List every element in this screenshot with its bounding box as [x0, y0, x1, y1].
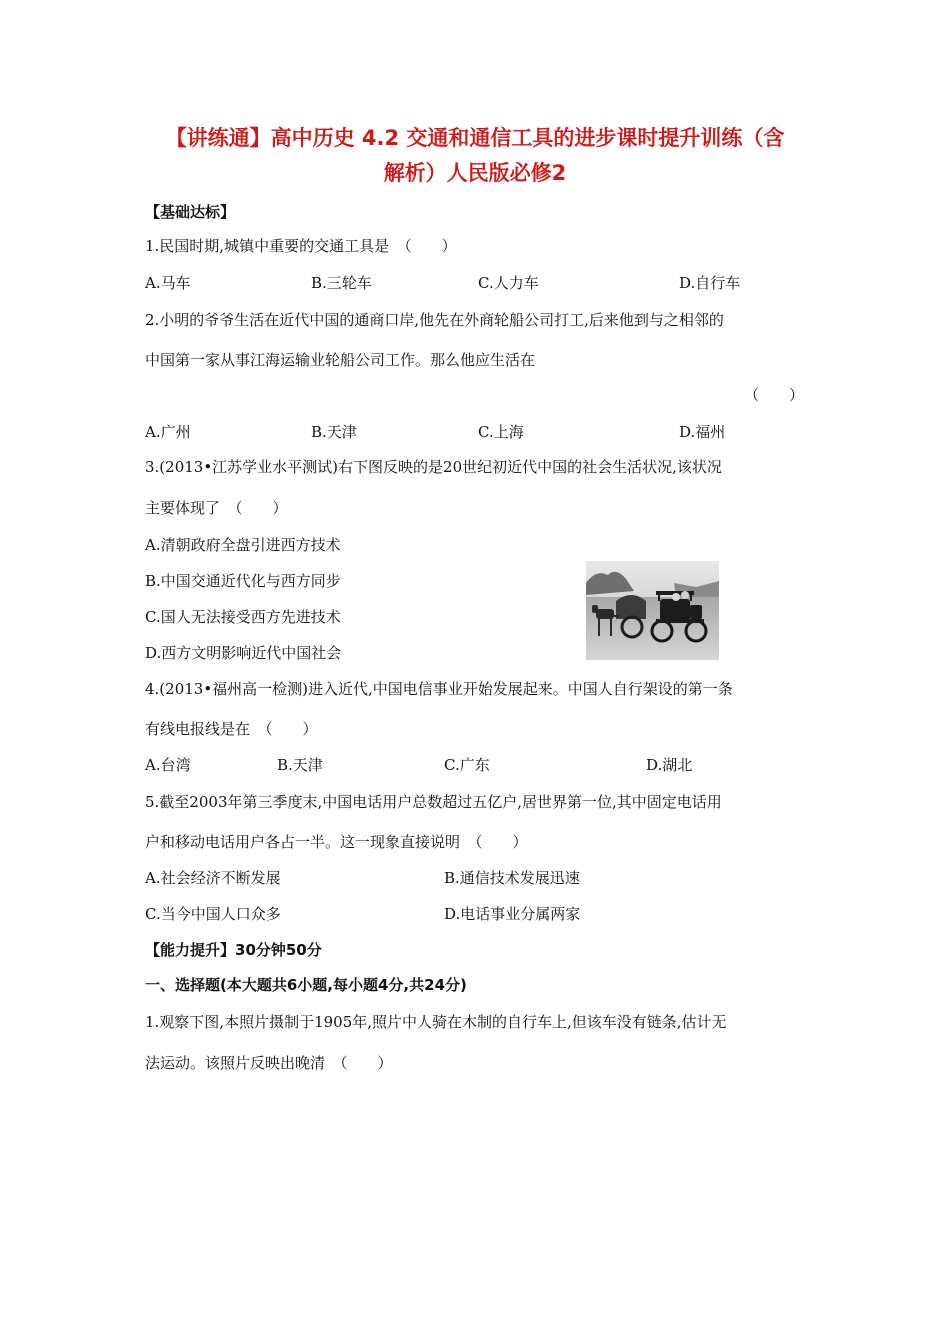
question-2-option-a: A.广州 — [145, 423, 191, 441]
question-1-option-c: C.人力车 — [478, 274, 539, 292]
question-2-stem-line-1: 2.小明的爷爷生活在近代中国的通商口岸,他先在外商轮船公司打工,后来他到与之相邻的 — [145, 311, 724, 329]
question-5-stem-line-2: 户和移动电话用户各占一半。这一现象直接说明 （ ） — [145, 833, 528, 851]
question-1-option-b: B.三轮车 — [311, 274, 372, 292]
question-2-option-d: D.福州 — [679, 423, 726, 441]
advanced-question-1-stem-line-1: 1.观察下图,本照片摄制于1905年,照片中人骑在木制的自行车上,但该车没有链条,估计无 — [145, 1013, 727, 1031]
document-title-line-1: 【讲练通】高中历史 4.2 交通和通信工具的进步课时提升训练（含 — [165, 126, 785, 150]
question-2-stem-line-2: 中国第一家从事江海运输业轮船公司工作。那么他应生活在 — [145, 351, 536, 369]
question-1-option-a: A.马车 — [145, 274, 191, 292]
question-3-option-b: B.中国交通近代化与西方同步 — [145, 572, 341, 590]
question-5-option-c: C.当今中国人口众多 — [145, 905, 281, 923]
document-title-line-2: 解析）人民版必修2 — [383, 161, 567, 185]
question-4-stem-line-2: 有线电报线是在 （ ） — [145, 720, 318, 738]
question-1-stem: 1.民国时期,城镇中重要的交通工具是 （ ） — [145, 237, 457, 255]
question-1-option-d: D.自行车 — [679, 274, 741, 292]
question-4-option-d: D.湖北 — [646, 756, 693, 774]
question-5-stem-line-1: 5.截至2003年第三季度末,中国电话用户总数超过五亿户,居世界第一位,其中固定电话用 — [145, 793, 722, 811]
question-2-answer-paren: （ ） — [744, 386, 805, 404]
question-2-option-b: B.天津 — [311, 423, 357, 441]
question-5-option-b: B.通信技术发展迅速 — [444, 869, 580, 887]
question-5-option-d: D.电话事业分属两家 — [444, 905, 581, 923]
question-3-stem-line-2: 主要体现了 （ ） — [145, 499, 288, 517]
section-heading-advanced: 【能力提升】30分钟50分 — [145, 941, 322, 959]
question-5-option-a: A.社会经济不断发展 — [145, 869, 281, 887]
question-2-option-c: C.上海 — [478, 423, 524, 441]
photo-illustration — [586, 561, 719, 660]
section-heading-basic: 【基础达标】 — [145, 203, 236, 221]
question-3-option-a: A.清朝政府全盘引进西方技术 — [145, 536, 341, 554]
question-3-option-c: C.国人无法接受西方先进技术 — [145, 608, 341, 626]
question-4-option-b: B.天津 — [277, 756, 323, 774]
part-1-heading: 一、选择题(本大题共6小题,每小题4分,共24分) — [145, 976, 467, 994]
question-4-option-c: C.广东 — [444, 756, 490, 774]
historical-photo-cart-and-car — [586, 561, 719, 660]
question-4-stem-line-1: 4.(2013•福州高一检测)进入近代,中国电信事业开始发展起来。中国人自行架设的第一条 — [145, 680, 733, 698]
advanced-question-1-stem-line-2: 法运动。该照片反映出晚清 （ ） — [145, 1054, 393, 1072]
question-4-option-a: A.台湾 — [145, 756, 191, 774]
question-3-option-d: D.西方文明影响近代中国社会 — [145, 644, 342, 662]
question-3-stem-line-1: 3.(2013•江苏学业水平测试)右下图反映的是20世纪初近代中国的社会生活状况,该状况 — [145, 458, 722, 476]
